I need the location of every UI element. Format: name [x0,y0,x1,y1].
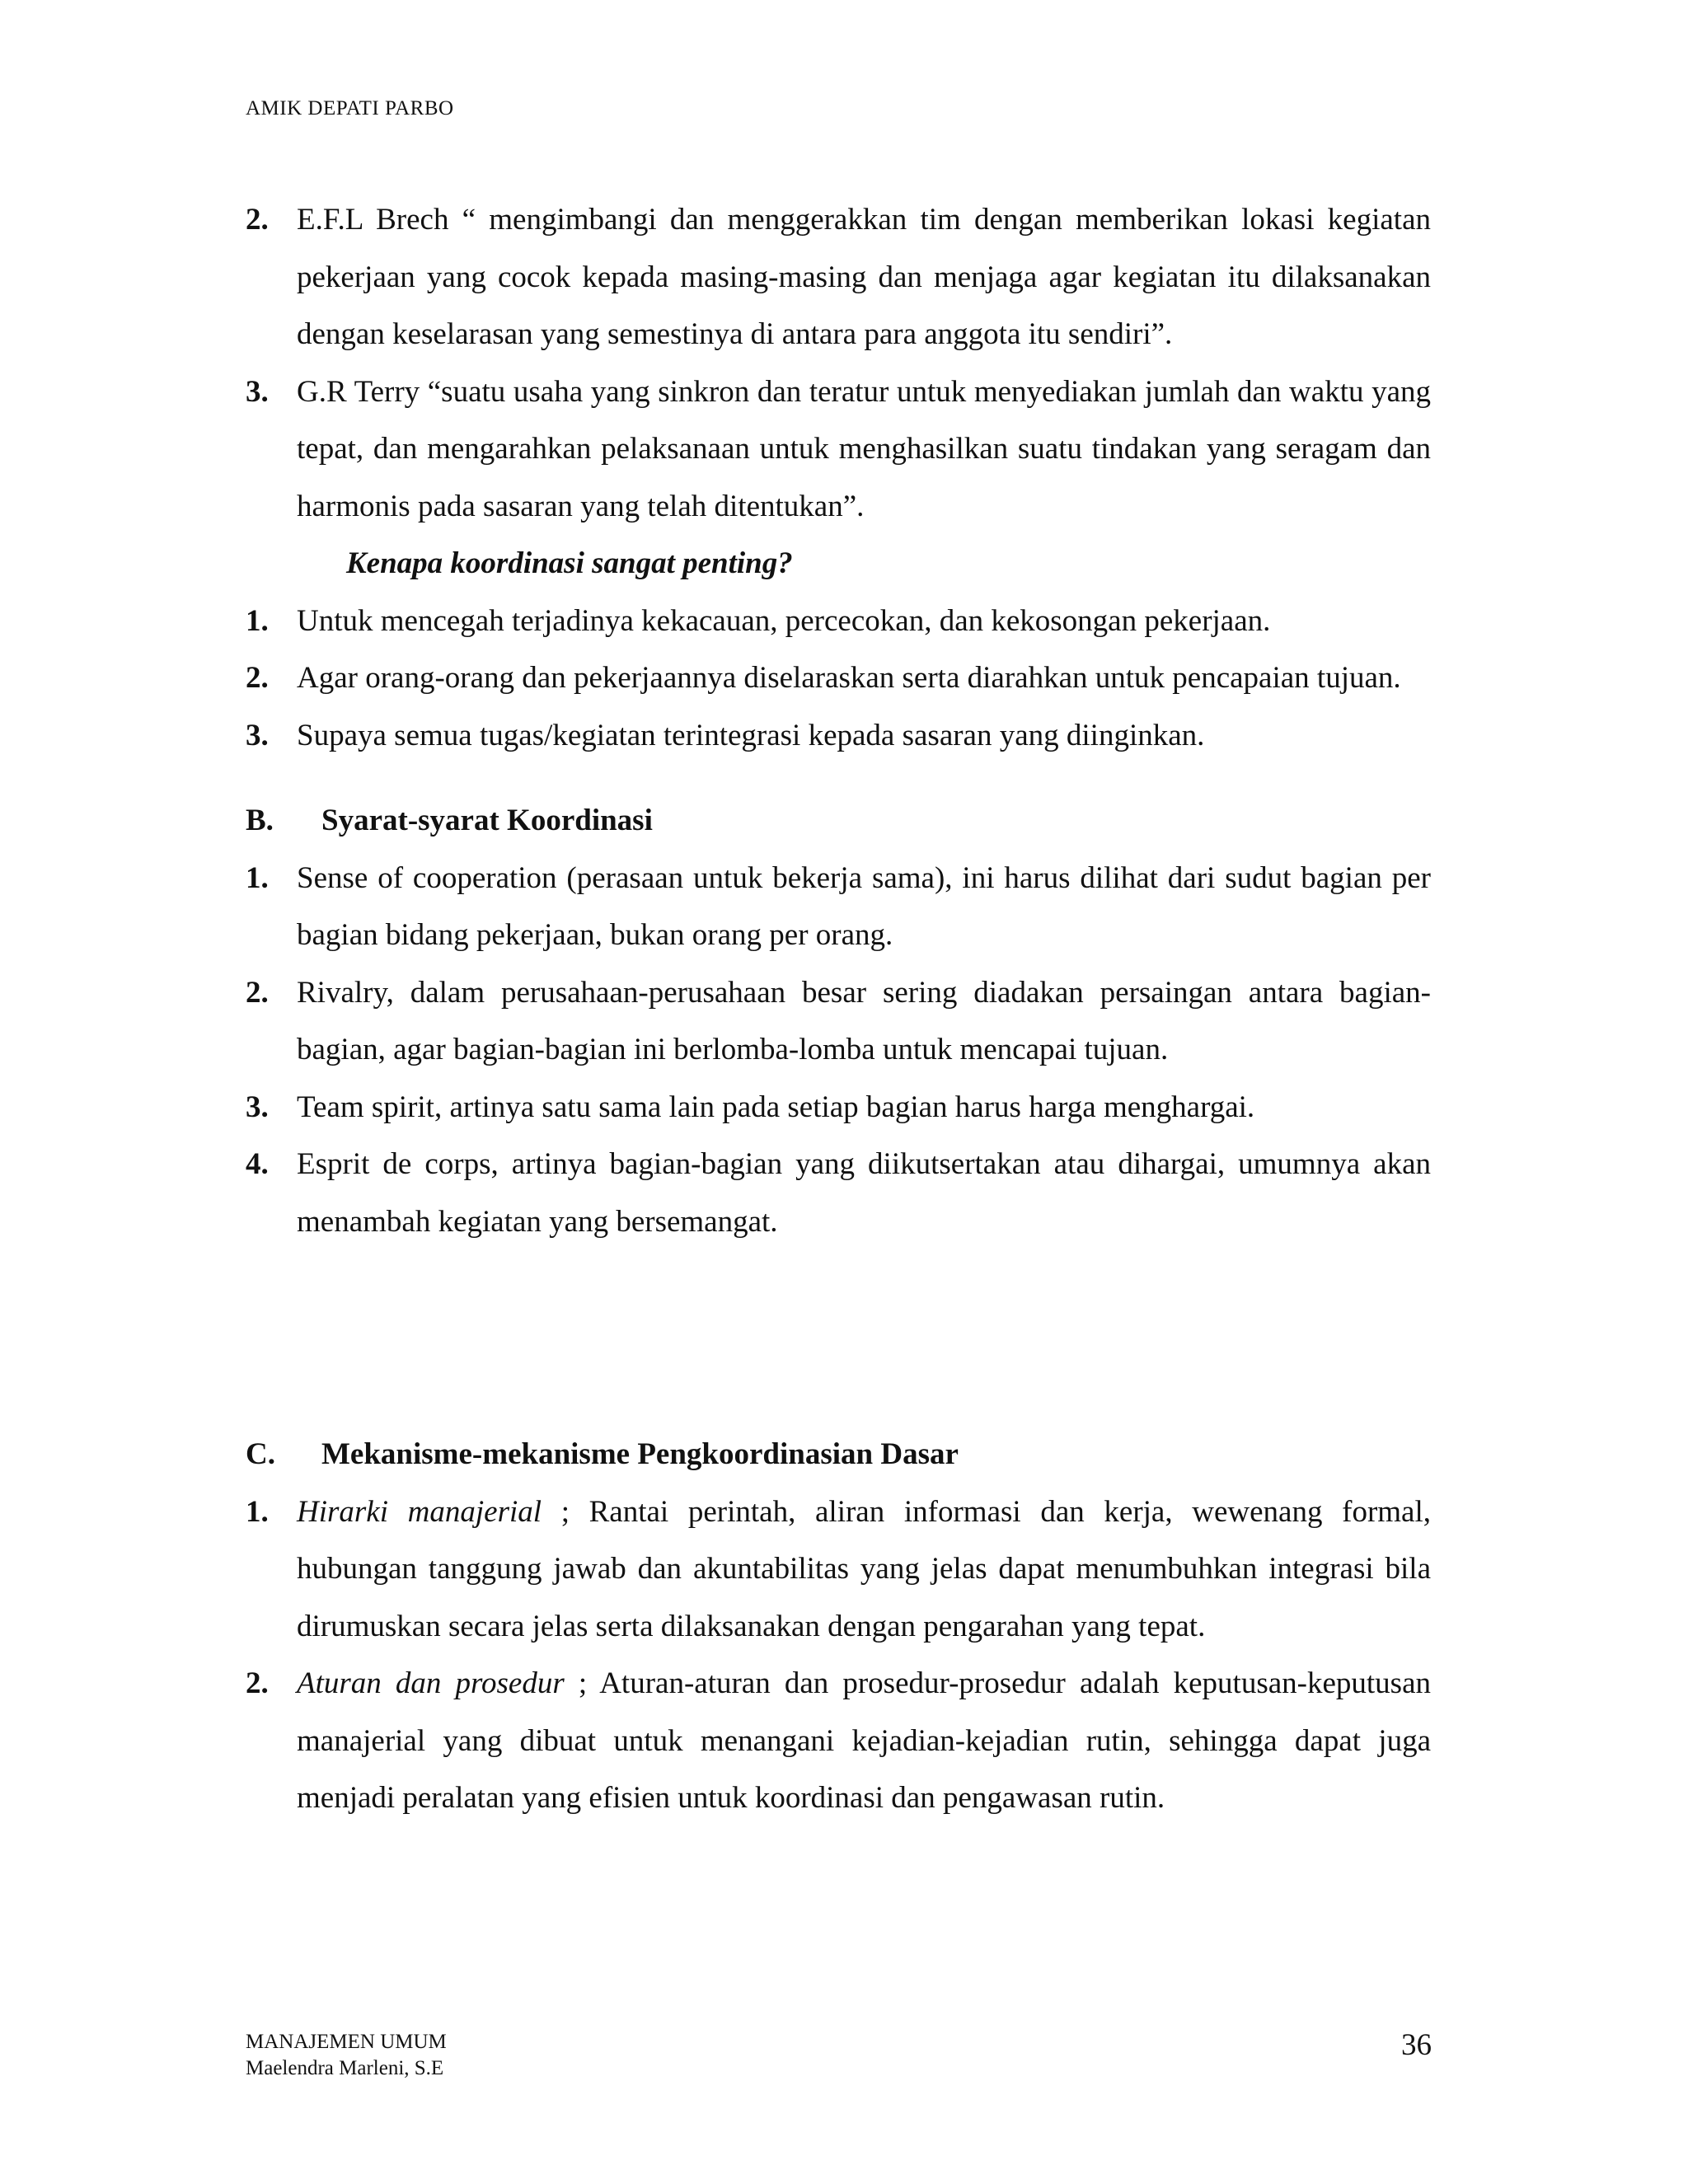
list-number: 2. [246,975,269,1010]
section-heading-b [246,792,1431,850]
list-text: G.R Terry “suatu usaha yang sinkron dan teratur untuk menyediakan jumlah dan waktu yang tepat, dan mengarahkan pelaksanaan untuk menghasilkan suatu tindakan yang seragam dan harmonis pada sasaran yang telah ditentukan”. [297,374,1431,523]
list-description: ; Aturan-aturan dan prosedur-prosedur adalah keputusan-keputusan manajerial yang dibuat untuk menangani kejadian-kejadian rutin, sehingga dapat juga menjadi peralatan yang efisien untuk koordinasi dan pengawasan rutin. [297,1666,1431,1815]
page-header: AMIK DEPATI PARBO [246,97,454,120]
spacer [246,1250,1431,1426]
list-text: Agar orang-orang dan pekerjaannya diselaraskan serta diarahkan untuk pencapaian tujuan. [297,661,1401,695]
list-text: Team spirit, artinya satu sama lain pada setiap bagian harus harga menghargai. [297,1090,1255,1124]
list-number: 4. [246,1147,269,1181]
list-item [246,1655,1431,1827]
section-title: Mekanisme-mekanisme Pengkoordinasian Dasar [321,1437,959,1471]
page-footer [246,2029,447,2082]
list-number: 2. [246,1666,269,1700]
question-heading: Kenapa koordinasi sangat penting? [346,546,793,580]
page-number: 36 [1401,2028,1432,2062]
list-item [246,363,1431,536]
list-item [246,707,1431,765]
list-item [246,850,1431,964]
list-number: 1. [246,860,269,895]
list-term: Hirarki manajerial [297,1494,542,1529]
footer-course: MANAJEMEN UMUM [246,2031,447,2053]
list-text: Rivalry, dalam perusahaan-perusahaan besar sering diadakan persaingan antara bagian-bagian, agar bagian-bagian ini berlomba-lomba untuk mencapai tujuan. [297,975,1431,1066]
section-heading-c [246,1426,1431,1483]
list-term: Aturan dan prosedur [297,1666,565,1700]
list-item [246,1136,1431,1250]
list-item [246,191,1431,363]
section-letter: B. [246,804,274,837]
list-item [246,593,1431,650]
list-text: Sense of cooperation (perasaan untuk bekerja sama), ini harus dilihat dari sudut bagian per bagian bidang pekerjaan, bukan orang per orang. [297,860,1431,952]
list-item [246,964,1431,1079]
list-number: 1. [246,603,269,638]
list-number: 3. [246,1090,269,1124]
page-body [246,191,1431,1827]
list-number: 2. [246,203,269,237]
footer-author: Maelendra Marleni, S.E [246,2057,444,2079]
list-text: Untuk mencegah terjadinya kekacauan, percecokan, dan kekosongan pekerjaan. [297,603,1271,638]
list-item [246,649,1431,707]
list-item [246,1079,1431,1137]
list-text [297,1483,1431,1656]
list-text: Supaya semua tugas/kegiatan terintegrasi kepada sasaran yang diinginkan. [297,718,1205,752]
list-text [297,1655,1431,1827]
list-description: ; Rantai perintah, aliran informasi dan kerja, wewenang formal, hubungan tanggung jawab dan akuntabilitas yang jelas dapat menumbuhkan integrasi bila dirumuskan secara jelas serta dilaksanakan dengan pengarahan yang tepat. [297,1494,1431,1643]
section-title: Syarat-syarat Koordinasi [321,804,653,837]
list-number: 1. [246,1494,269,1529]
list-text: Esprit de corps, artinya bagian-bagian yang diikutsertakan atau dihargai, umumnya akan menambah kegiatan yang bersemangat. [297,1147,1431,1239]
spacer [246,764,1431,792]
list-number: 2. [246,661,269,695]
list-number: 3. [246,374,269,409]
list-item [246,1483,1431,1656]
list-text: E.F.L Brech “ mengimbangi dan menggerakkan tim dengan memberikan lokasi kegiatan pekerjaan yang cocok kepada masing-masing dan menjaga agar kegiatan itu dilaksanakan dengan keselarasan yang semestinya di antara para anggota itu sendiri”. [297,203,1431,351]
section-letter: C. [246,1437,275,1471]
list-number: 3. [246,718,269,752]
